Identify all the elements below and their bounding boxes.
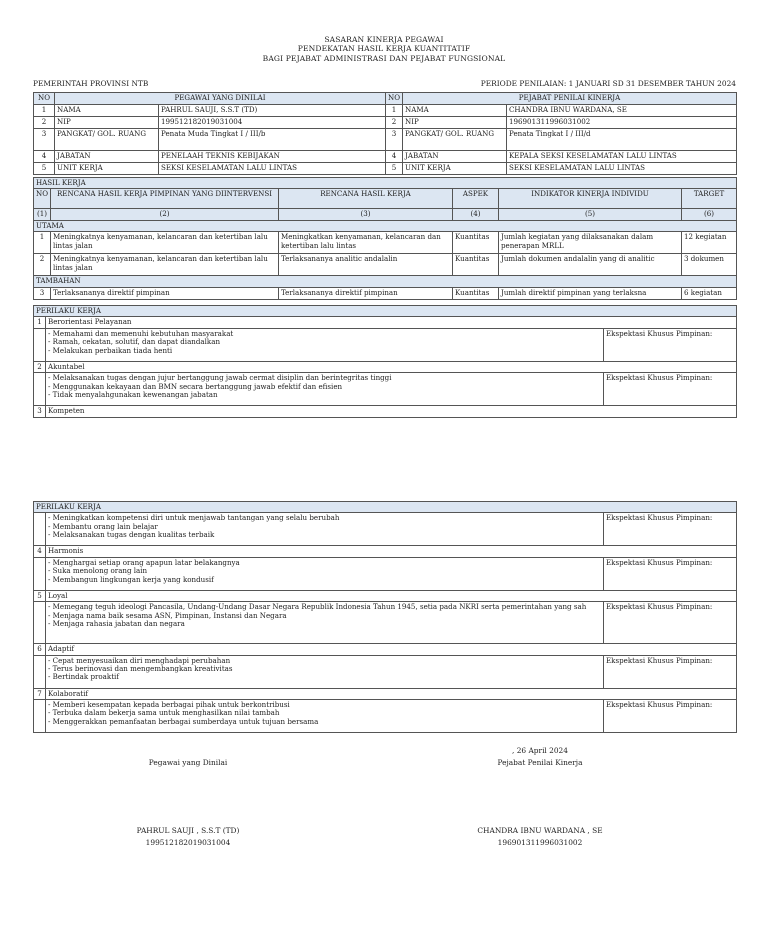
evaluator-header: PEJABAT PENILAI KINERJA <box>403 93 737 105</box>
behavior-name: Adaptif <box>46 644 737 655</box>
behavior-table-1 <box>33 305 737 418</box>
col-header-aspect: ASPEK <box>453 189 499 209</box>
leader-plan-cell: Meningkatnya kenyamanan, kelancaran dan ketertiban lalu lintas jalan <box>51 232 279 254</box>
work-plan-cell: Meningkatkan kenyamanan, kelancaran dan ketertiban lalu lintas <box>279 232 453 254</box>
behavior-name: Akuntabel <box>46 361 737 372</box>
target-cell: 3 dokumen <box>682 254 737 276</box>
behavior-bullet: - Menghargai setiap orang apapun latar belakangnya <box>48 557 240 567</box>
employee-signature-nip: 199512182019031004 <box>145 838 231 847</box>
behavior-section-label: PERILAKU KERJA <box>34 306 737 317</box>
row-no: 1 <box>34 232 51 254</box>
behavior-item <box>34 317 737 328</box>
leader-expectation: Ekspektasi Khusus Pimpinan: <box>604 328 737 361</box>
row-no: 2 <box>34 117 55 129</box>
identity-row <box>34 117 737 129</box>
behavior-bullets <box>46 700 604 733</box>
behavior-no: 7 <box>34 688 46 699</box>
employee-value: PENELAAH TEKNIS KEBIJAKAN <box>159 151 386 163</box>
behavior-bullet: - Tidak menyalahgunakan kewenangan jabatan <box>48 390 218 400</box>
evaluator-value: 196901311996031002 <box>507 117 737 129</box>
row-no: 2 <box>34 254 51 276</box>
behavior-no: 1 <box>34 317 46 328</box>
aspect-cell: Kuantitas <box>453 232 499 254</box>
behavior-item <box>34 361 737 372</box>
behavior-bullets <box>46 557 604 590</box>
title-line-3: BAGI PEJABAT ADMINISTRASI DAN PEJABAT FUNGSIONAL <box>262 53 506 63</box>
row-label: NAMA <box>403 105 507 117</box>
behavior-no: 4 <box>34 546 46 557</box>
indicator-cell: Jumlah direktif pimpinan yang terlaksna <box>499 287 682 299</box>
leader-expectation: Ekspektasi Khusus Pimpinan: <box>604 655 737 688</box>
target-cell: 12 kegiatan <box>682 232 737 254</box>
work-results-table <box>33 177 737 300</box>
identity-row <box>34 151 737 163</box>
behavior-bullet: - Terbuka dalam bekerja sama untuk menghasilkan nilai tambah <box>48 708 280 718</box>
identity-row <box>34 163 737 175</box>
behavior-name: Harmonis <box>46 546 737 557</box>
row-label: NIP <box>403 117 507 129</box>
behavior-bullet: - Menggerakkan pemanfaatan berbagai sumberdaya untuk tujuan bersama <box>48 716 319 726</box>
title-line-2: PENDEKATAN HASIL KERJA KUANTITATIF <box>297 44 471 54</box>
behavior-item <box>34 688 737 699</box>
col-number: (3) <box>279 209 453 220</box>
identity-row <box>34 105 737 117</box>
col-header-work-plan: RENCANA HASIL KERJA <box>279 189 453 209</box>
behavior-bullet: - Memberi kesempatan kepada berbagai pihak untuk berkontribusi <box>48 700 290 710</box>
indicator-cell: Jumlah kegiatan yang dilaksanakan dalam penerapan MRLL <box>499 232 682 254</box>
behavior-bullet: - Meningkatkan kompetensi diri untuk menjawab tantangan yang selalu berubah <box>48 513 340 523</box>
row-label: PANGKAT/ GOL. RUANG <box>403 129 507 151</box>
employee-signature-name: PAHRUL SAUJI , S.S.T (TD) <box>136 826 240 835</box>
work-plan-cell: Terlaksananya direktif pimpinan <box>279 287 453 299</box>
aspect-cell: Kuantitas <box>453 287 499 299</box>
agency-name: PEMERINTAH PROVINSI NTB <box>33 79 149 88</box>
row-no: 5 <box>34 163 55 175</box>
col-number: (1) <box>34 209 51 220</box>
behavior-name: Kompeten <box>46 406 737 417</box>
work-plan-cell: Terlaksananya analitic andalalin <box>279 254 453 276</box>
behavior-no: 5 <box>34 590 46 601</box>
evaluator-role: Pejabat Penilai Kinerja <box>497 758 583 767</box>
row-label: JABATAN <box>403 151 507 163</box>
col-header-target: TARGET <box>682 189 737 209</box>
signature-date: , 26 April 2024 <box>512 746 568 755</box>
leader-expectation: Ekspektasi Khusus Pimpinan: <box>604 513 737 546</box>
row-no: 5 <box>386 163 403 175</box>
row-label: UNIT KERJA <box>55 163 159 175</box>
behavior-bullets <box>46 655 604 688</box>
row-label: PANGKAT/ GOL. RUANG <box>55 129 159 151</box>
behavior-bullet: - Terus berinovasi dan mengembangkan kreativitas <box>48 664 233 674</box>
row-no: 3 <box>386 129 403 151</box>
behavior-item <box>34 644 737 655</box>
behavior-name: Loyal <box>46 590 737 601</box>
leader-expectation: Ekspektasi Khusus Pimpinan: <box>604 700 737 733</box>
employee-value: 199512182019031004 <box>159 117 386 129</box>
document-title <box>0 35 768 63</box>
col-header-no: NO <box>34 189 51 209</box>
col-header-indicator: INDIKATOR KINERJA INDIVIDU <box>499 189 682 209</box>
work-results-section-label: HASIL KERJA <box>34 178 737 189</box>
behavior-bullet: - Melaksanakan tugas dengan jujur bertanggung jawab cermat disiplin dan berintegritas tinggi <box>48 373 392 383</box>
behavior-bullets <box>46 328 604 361</box>
evaluator-value: CHANDRA IBNU WARDANA, SE <box>507 105 737 117</box>
evaluator-value: Penata Tingkat I / III/d <box>507 129 737 151</box>
identity-row <box>34 129 737 151</box>
leader-plan-cell: Terlaksananya direktif pimpinan <box>51 287 279 299</box>
row-label: NIP <box>55 117 159 129</box>
row-label: UNIT KERJA <box>403 163 507 175</box>
leader-expectation: Ekspektasi Khusus Pimpinan: <box>604 602 737 644</box>
row-no: 1 <box>386 105 403 117</box>
col-number: (5) <box>499 209 682 220</box>
row-no: 4 <box>386 151 403 163</box>
employee-value: SEKSI KESELAMATAN LALU LINTAS <box>159 163 386 175</box>
leader-plan-cell: Meningkatnya kenyamanan, kelancaran dan ketertiban lalu lintas jalan <box>51 254 279 276</box>
additional-section-label: TAMBAHAN <box>34 276 737 287</box>
behavior-bullet: - Ramah, cekatan, solutif, dan dapat diandalkan <box>48 337 221 347</box>
employee-role: Pegawai yang Dinilai <box>148 758 228 767</box>
row-no: 3 <box>34 287 51 299</box>
behavior-item <box>34 590 737 601</box>
table-row <box>34 287 737 299</box>
employee-value: PAHRUL SAUJI, S.S.T (TD) <box>159 105 386 117</box>
behavior-bullet: - Suka menolong orang lain <box>48 566 148 576</box>
behavior-bullet: - Melaksanakan tugas dengan kualitas terbaik <box>48 530 215 540</box>
table-row <box>34 232 737 254</box>
behavior-bullets <box>46 373 604 406</box>
identity-table <box>33 92 737 175</box>
row-no: 3 <box>34 129 55 151</box>
behavior-table-2 <box>33 501 737 733</box>
title-line-1: SASARAN KINERJA PEGAWAI <box>324 35 444 44</box>
no-header-left: NO <box>34 93 55 105</box>
evaluator-value: SEKSI KESELAMATAN LALU LINTAS <box>507 163 737 175</box>
row-label: NAMA <box>55 105 159 117</box>
behavior-bullet: - Menjaga nama baik sesama ASN, Pimpinan, Instansi dan Negara <box>48 610 287 620</box>
col-header-leader-plan: RENCANA HASIL KERJA PIMPINAN YANG DIINTERVENSI <box>51 189 279 209</box>
evaluator-signature-nip: 196901311996031002 <box>497 838 583 847</box>
behavior-section-label: PERILAKU KERJA <box>34 502 737 513</box>
employee-value: Penata Muda Tingkat I / III/b <box>159 129 386 151</box>
row-no: 2 <box>386 117 403 129</box>
behavior-no: 3 <box>34 406 46 417</box>
behavior-bullets <box>46 602 604 644</box>
indicator-cell: Jumlah dokumen andalalin yang di analitic <box>499 254 682 276</box>
behavior-name: Kolaboratif <box>46 688 737 699</box>
behavior-name: Berorientasi Pelayanan <box>46 317 737 328</box>
behavior-bullet: - Memahami dan memenuhi kebutuhan masyarakat <box>48 328 234 338</box>
behavior-no: 2 <box>34 361 46 372</box>
behavior-bullet: - Membangun lingkungan kerja yang kondusif <box>48 574 214 584</box>
aspect-cell: Kuantitas <box>453 254 499 276</box>
row-label: JABATAN <box>55 151 159 163</box>
behavior-bullet: - Cepat menyesuaikan diri menghadapi perubahan <box>48 655 231 665</box>
behavior-bullet: - Melakukan perbaikan tiada henti <box>48 345 173 355</box>
behavior-bullet: - Menjaga rahasia jabatan dan negara <box>48 619 185 629</box>
row-no: 4 <box>34 151 55 163</box>
leader-expectation: Ekspektasi Khusus Pimpinan: <box>604 557 737 590</box>
behavior-bullets <box>46 513 604 546</box>
assessment-period: PERIODE PENILAIAN: 1 JANUARI SD 31 DESEMBER TAHUN 2024 <box>480 79 736 88</box>
behavior-bullet: - Memegang teguh ideologi Pancasila, Undang-Undang Dasar Negara Republik Indonesia Tahun 1945, setia pada NKRI serta pemerintahan yang sah <box>48 602 587 612</box>
behavior-bullet: - Bertindak proaktif <box>48 672 119 682</box>
evaluator-value: KEPALA SEKSI KESELAMATAN LALU LINTAS <box>507 151 737 163</box>
behavior-bullet: - Menggunakan kekayaan dan BMN secara bertanggung jawab efektif dan efisien <box>48 381 343 391</box>
behavior-item <box>34 546 737 557</box>
col-number: (4) <box>453 209 499 220</box>
col-number: (6) <box>682 209 737 220</box>
row-no: 1 <box>34 105 55 117</box>
evaluated-employee-header: PEGAWAI YANG DINILAI <box>55 93 386 105</box>
behavior-bullet: - Membantu orang lain belajar <box>48 521 158 531</box>
leader-expectation: Ekspektasi Khusus Pimpinan: <box>604 373 737 406</box>
main-section-label: UTAMA <box>34 220 737 231</box>
behavior-item <box>34 406 737 417</box>
no-header-right: NO <box>386 93 403 105</box>
table-row <box>34 254 737 276</box>
col-number: (2) <box>51 209 279 220</box>
behavior-no: 6 <box>34 644 46 655</box>
evaluator-signature-name: CHANDRA IBNU WARDANA , SE <box>477 826 603 835</box>
target-cell: 6 kegiatan <box>682 287 737 299</box>
